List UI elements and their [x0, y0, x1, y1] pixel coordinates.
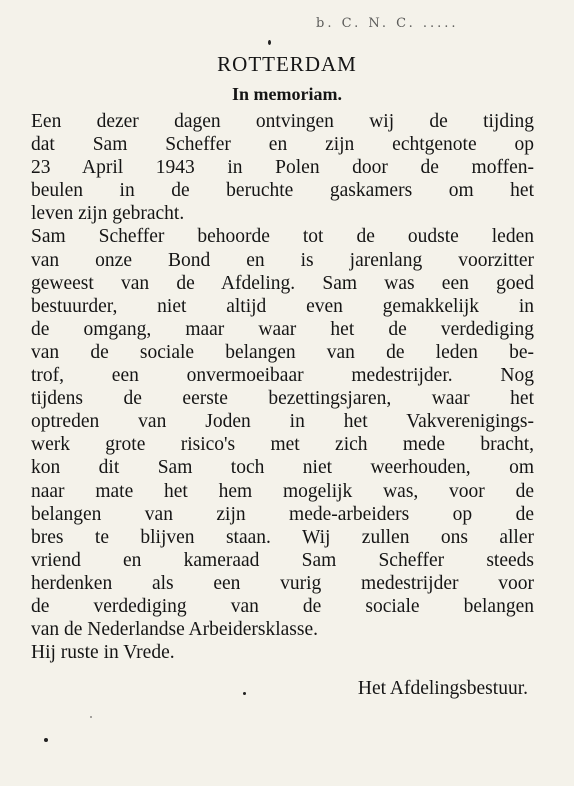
print-speck — [90, 716, 92, 718]
body-line: de omgang, maar waar het de verdediging — [31, 318, 534, 340]
body-line: bestuurder, niet altijd even gemakkelijk in — [31, 295, 534, 317]
body-line: vriend en kameraad Sam Scheffer steeds — [31, 549, 534, 571]
body-line: Hij ruste in Vrede. — [31, 642, 175, 664]
body-line: werk grote risico's met zich mede bracht, — [31, 434, 534, 456]
city-heading: ROTTERDAM — [217, 52, 357, 76]
print-speck — [268, 40, 271, 45]
body-line: herdenken als een vurig medestrijder voor — [31, 572, 534, 594]
article-body — [31, 110, 534, 664]
article-subtitle: In memoriam. — [232, 84, 342, 104]
body-line: tijdens de eerste bezettingsjaren, waar het — [31, 388, 534, 410]
body-line: van de sociale belangen van de leden be- — [31, 341, 534, 363]
print-speck — [44, 738, 48, 742]
body-line: belangen van zijn mede-arbeiders op de — [31, 503, 534, 525]
body-line: de verdediging van de sociale belangen — [31, 595, 534, 617]
body-line: Sam Scheffer behoorde tot de oudste leden — [31, 226, 534, 248]
cropped-header-fragment: b. C. N. C. ..... — [316, 16, 459, 31]
body-line: dat Sam Scheffer en zijn echtgenote op — [31, 134, 534, 156]
body-line: naar mate het hem mogelijk was, voor de — [31, 480, 534, 502]
body-line: van onze Bond en is jarenlang voorzitter — [31, 249, 534, 271]
body-line: geweest van de Afdeling. Sam was een goed — [31, 272, 534, 294]
body-line: optreden van Joden in het Vakverenigings- — [31, 411, 534, 433]
signature-line: Het Afdelingsbestuur. — [357, 678, 528, 699]
body-line: 23 April 1943 in Polen door de moffen- — [31, 157, 534, 179]
body-line: kon dit Sam toch niet weerhouden, om — [31, 457, 534, 479]
body-line: leven zijn gebracht. — [31, 203, 185, 225]
body-line: trof, een onvermoeibaar medestrijder. Nog — [31, 365, 534, 387]
print-speck — [243, 692, 246, 695]
body-line: beulen in de beruchte gaskamers om het — [31, 180, 534, 202]
body-line: bres te blijven staan. Wij zullen ons aller — [31, 526, 534, 548]
body-line: van de Nederlandse Arbeidersklasse. — [31, 619, 318, 641]
body-line: Een dezer dagen ontvingen wij de tijding — [31, 111, 534, 132]
